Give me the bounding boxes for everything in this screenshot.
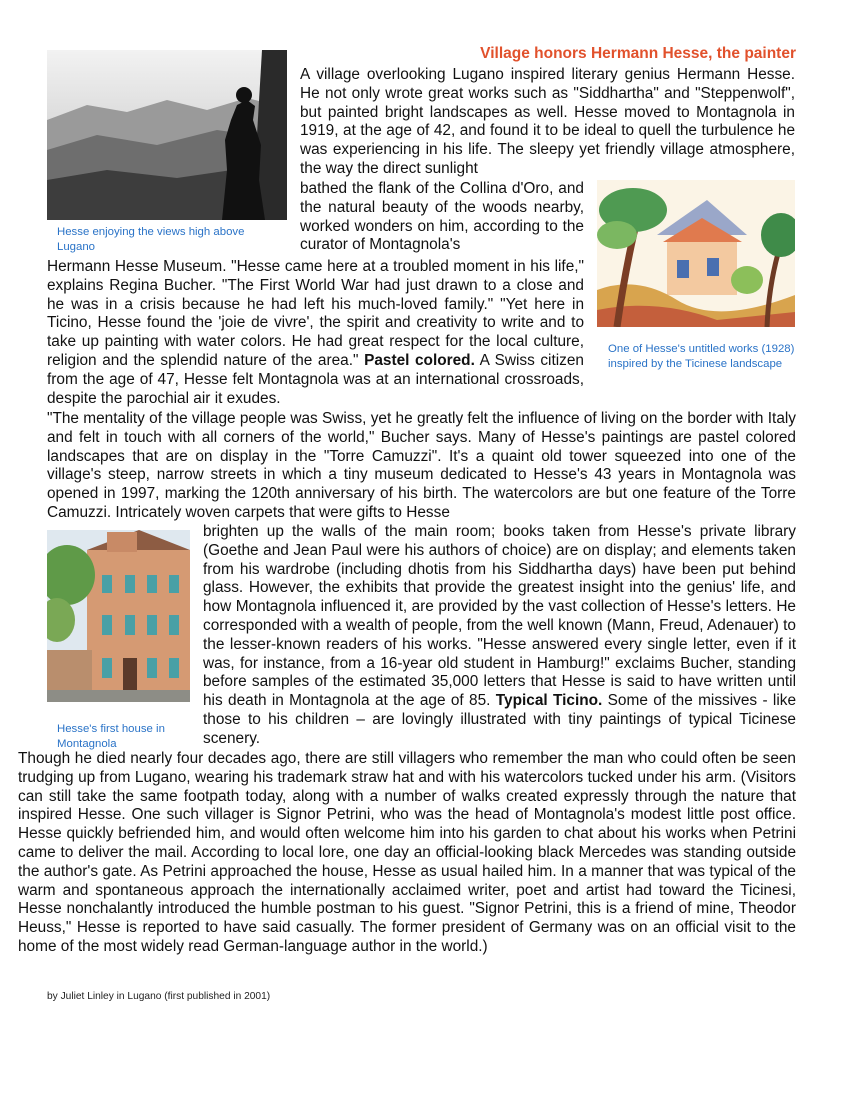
paragraph-typical-ticino-intro: Some of the missives - like those to his children – are lovingly illustrated with tiny paintings of typical Ticinese scenery. (203, 692, 797, 747)
photo-hesse-house (47, 530, 190, 702)
paragraph-letters (203, 523, 796, 749)
paragraph-museum (47, 258, 584, 408)
painting-ticino (597, 180, 795, 327)
photo-hesse-views-image (47, 50, 287, 220)
caption-hesse-views: Hesse enjoying the views high above Lugano (57, 226, 245, 253)
byline: by Juliet Linley in Lugano (first published in 2001) (47, 991, 271, 1002)
paragraph-letters-text (203, 523, 796, 749)
paragraph-museum-text (47, 258, 584, 408)
paragraph-letters-part: brighten up the walls of the main room; books taken from Hesse's private library (Goethe and Jean Paul were his authors of choice) are on display; and elements taken from his wardrobe (including dhotis from his Siddhartha days) have been put behind glass. However, the exhibits that provide the greatest insight into the genius' life, and how Montagnola influenced it, are provided by the vast collection of Hesse's letters. He corresponded with a wealth of people, from the well known (Mann, Freud, Adenauer) to the lesser-known readers of his works. "Hesse answered every single letter, even if it was, for instance, from a 16-year old student in Hamburg!" exclaims Bucher, standing before samples of the estimated 35,000 letters that Hesse is said to have written until his death in Montagnola at the age of 85. (203, 523, 796, 710)
painting-ticino-image (597, 180, 795, 327)
photo-hesse-views (47, 50, 287, 220)
paragraph-petrini-text: Though he died nearly four decades ago, there are still villagers who remember the man who could often be seen trudging up from Lugano, wearing his trademark straw hat and with his watercolors tucked under his arm. (Visitors can still take the same footpath today, along with a number of walks created expressly through the nature that inspired Hesse. One such villager is Signor Petrini, who was the head of Montagnola's modest little post office. Hesse quickly befriended him, and would often welcome him into his garden to chat about his works when Petrini came to deliver the mail. According to local lore, one day an official-looking black Mercedes was standing outside the author's gate. As Petrini approached the house, Hesse as usual hailed him. In a manner that was typical of the warm and spontaneous approach the internationally acclaimed writer, poet and artist had toward the Ticinesi, Hesse nonchalantly introduced the humble postman to his guest. "Signor Petrini, this is a friend of mine, Theodor Heuss," Hesse is reported to have said casually. The former president of Germany was on an official visit to the home of the most widely read German-language author in the world.) (18, 750, 796, 955)
article-title: Village honors Hermann Hesse, the painter (480, 45, 796, 62)
paragraph-pastel-intro: A Swiss citizen from the age of 47, Hesse felt Montagnola was at an international crossroads, despite the parochial air it exudes. (47, 351, 584, 407)
caption-painting: One of Hesse's untitled works (1928) inspired by the Ticinese landscape (608, 343, 795, 370)
paragraph-intro (300, 66, 795, 179)
paragraph-torre-camuzzi (47, 410, 796, 523)
caption-hesse-house: Hesse's first house in Montagnola (57, 723, 165, 750)
paragraph-intro-continued (300, 180, 584, 255)
paragraph-intro-continued-text: bathed the flank of the Collina d'Oro, and the natural beauty of the woods nearby, worked wonders on him, according to the curator of Montagnola's (300, 180, 584, 254)
subheading-typical-ticino: Typical Ticino. (495, 692, 603, 710)
subheading-pastel-colored: Pastel colored. (364, 351, 475, 369)
photo-hesse-house-image (47, 530, 190, 702)
paragraph-intro-text: A village overlooking Lugano inspired literary genius Hermann Hesse. He not only wrote great works such as "Siddhartha" and "Steppenwolf", but painted bright landscapes as well. Hesse moved to Montagnola in 1919, at the age of 42, and found it to be ideal to quell the turbulence he was experiencing in his life. The sleepy yet friendly village atmosphere, the way the direct sunlight (300, 66, 795, 177)
paragraph-torre-camuzzi-text: "The mentality of the village people was Swiss, yet he greatly felt the influence of living on the border with Italy and felt in touch with all corners of the world," Bucher says. Many of Hesse's paintings are pastel colored landscapes that are on display in the "Torre Camuzzi". It's a quaint old tower squeezed into one of the village's steep, narrow streets in which a tiny museum dedicated to Hesse's 43 years in Montagnola was opened in 1997, marking the 120th anniversary of his birth. The watercolors are but one feature of the Torre Camuzzi. Intricately woven carpets that were gifts to Hesse (47, 410, 796, 521)
paragraph-museum-part: Hermann Hesse Museum. "Hesse came here at a troubled moment in his life," explains Regina Bucher. "The First World War had just drawn to a close and he was in a crisis because he had left his much-loved family." "Yet here in Ticino, Hesse found the 'joie de vivre', the spirit and creativity to write and to take up painting with water colors. He had great respect for the local culture, religion and the splendid nature of the area." (47, 258, 584, 369)
paragraph-petrini (18, 750, 796, 957)
